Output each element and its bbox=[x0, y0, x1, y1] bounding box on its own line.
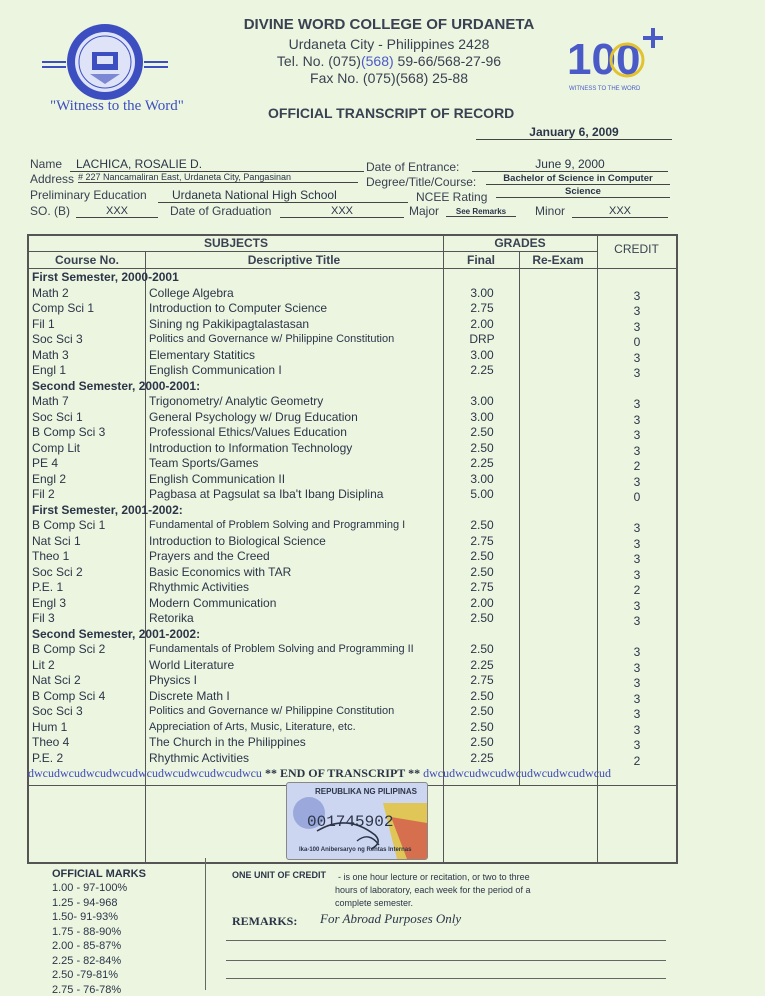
course-credit: 0 bbox=[633, 335, 641, 349]
table-row bbox=[29, 534, 676, 550]
table-row bbox=[29, 394, 676, 410]
course-code: Lit 2 bbox=[32, 657, 55, 672]
course-code: Theo 1 bbox=[32, 549, 70, 563]
course-code: Soc Sci 3 bbox=[32, 332, 83, 346]
course-title: Physics I bbox=[149, 673, 198, 687]
credit-header: CREDIT bbox=[614, 242, 659, 256]
course-credit: 3 bbox=[633, 443, 641, 458]
student-name: LACHICA, ROSALIE D. bbox=[70, 157, 364, 172]
unit-credit-line1: - is one hour lecture or recitation, or two to three bbox=[338, 872, 530, 882]
course-code: Hum 1 bbox=[32, 719, 68, 734]
name-label: Name bbox=[30, 157, 63, 171]
final-grade: 2.25 bbox=[470, 657, 494, 672]
entrance-label: Date of Entrance: bbox=[366, 160, 460, 174]
final-grade: 2.25 bbox=[470, 456, 494, 470]
table-row bbox=[29, 348, 676, 364]
ncee-label: NCEE Rating bbox=[416, 190, 488, 204]
final-grade: 2.50 bbox=[470, 518, 494, 532]
final-header: Final bbox=[466, 253, 495, 267]
course-title: Professional Ethics/Values Education bbox=[149, 425, 347, 439]
major: See Remarks bbox=[446, 207, 516, 217]
course-code: Soc Sci 1 bbox=[32, 409, 83, 424]
semester-heading: First Semester, 2000-2001 bbox=[32, 270, 179, 284]
course-title: Politics and Governance w/ Philippine Constitution bbox=[149, 333, 395, 345]
course-credit: 3 bbox=[633, 614, 641, 628]
course-title: Introduction to Computer Science bbox=[149, 301, 328, 315]
table-row bbox=[29, 720, 676, 736]
course-credit: 3 bbox=[633, 304, 641, 318]
final-grade: 2.50 bbox=[470, 704, 494, 718]
descriptive-title-header: Descriptive Title bbox=[247, 253, 341, 267]
course-code: Soc Sci 3 bbox=[32, 704, 83, 718]
document-title: OFFICIAL TRANSCRIPT OF RECORD bbox=[268, 105, 515, 121]
course-title: Pagbasa at Pagsulat sa Iba't Ibang Disiplina bbox=[149, 487, 384, 501]
table-row bbox=[29, 689, 676, 705]
official-mark-item: 1.00 - 97-100% bbox=[52, 882, 128, 894]
table-row bbox=[29, 735, 676, 751]
course-code: Engl 3 bbox=[32, 595, 67, 610]
table-row bbox=[29, 441, 676, 457]
course-credit: 3 bbox=[633, 288, 641, 303]
course-code: B Comp Sci 1 bbox=[32, 518, 106, 532]
course-credit: 3 bbox=[633, 350, 641, 365]
unit-credit-line2: hours of laboratory, each week for the period of a bbox=[335, 885, 531, 895]
remarks-line bbox=[226, 940, 666, 941]
entrance-date: June 9, 2000 bbox=[472, 157, 668, 172]
course-title: Team Sports/Games bbox=[149, 456, 259, 470]
course-credit: 3 bbox=[633, 567, 641, 582]
course-title: Fundamentals of Problem Solving and Programming II bbox=[149, 643, 414, 655]
final-grade: 5.00 bbox=[470, 487, 494, 501]
official-mark-item: 2.75 - 76-78% bbox=[52, 983, 122, 996]
final-grade: 2.25 bbox=[470, 363, 494, 377]
final-grade: 3.00 bbox=[470, 347, 494, 362]
college-address: Urdaneta City - Philippines 2428 bbox=[288, 36, 490, 52]
official-mark-item: 2.00 - 85-87% bbox=[52, 940, 122, 952]
student-address: # 227 Nancamaliran East, Urdaneta City, Pangasinan bbox=[78, 172, 358, 183]
final-grade: 2.50 bbox=[470, 549, 494, 563]
table-row bbox=[29, 410, 676, 426]
table-row bbox=[29, 751, 676, 767]
course-code: P.E. 2 bbox=[32, 750, 64, 765]
course-code: Fil 3 bbox=[32, 611, 55, 625]
table-row bbox=[29, 704, 676, 720]
course-credit: 3 bbox=[633, 366, 641, 380]
final-grade: 3.00 bbox=[470, 394, 494, 408]
address-label: Address bbox=[30, 172, 75, 186]
course-credit: 3 bbox=[633, 707, 641, 721]
course-code: Math 3 bbox=[32, 347, 69, 362]
course-title: Rhythmic Activities bbox=[149, 580, 250, 594]
course-credit: 2 bbox=[633, 583, 641, 597]
final-grade: DRP bbox=[469, 332, 495, 346]
remarks-label: REMARKS: bbox=[232, 914, 298, 928]
course-title: Introduction to Information Technology bbox=[149, 440, 353, 455]
footer-divider bbox=[205, 858, 206, 990]
so-number: XXX bbox=[76, 205, 158, 218]
official-mark-item: 1.25 - 94-968 bbox=[52, 896, 118, 909]
remarks-line bbox=[226, 960, 666, 961]
table-row bbox=[29, 472, 676, 488]
remarks-line bbox=[226, 978, 666, 979]
official-mark-item: 1.75 - 88-90% bbox=[52, 925, 122, 938]
course-credit: 3 bbox=[633, 660, 641, 675]
course-code: Fil 2 bbox=[32, 487, 55, 501]
table-row bbox=[29, 611, 676, 627]
major-label: Major bbox=[409, 204, 440, 218]
table-row bbox=[29, 332, 676, 348]
course-code: Comp Lit bbox=[32, 440, 81, 455]
course-no-header: Course No. bbox=[54, 253, 119, 267]
semester-heading: First Semester, 2001-2002: bbox=[32, 502, 183, 517]
anniv-caption: WITNESS TO THE WORD bbox=[569, 86, 641, 92]
table-row bbox=[29, 363, 676, 379]
final-grade: 2.50 bbox=[470, 719, 494, 734]
so-label: SO. (B) bbox=[30, 204, 71, 218]
course-credit: 3 bbox=[633, 397, 641, 411]
motto: "Witness to the Word" bbox=[50, 98, 184, 114]
issue-date: January 6, 2009 bbox=[476, 125, 672, 140]
table-row bbox=[29, 301, 676, 317]
final-grade: 2.75 bbox=[470, 533, 494, 548]
graduation-label: Date of Graduation bbox=[170, 204, 272, 218]
course-title: Politics and Governance w/ Philippine Constitution bbox=[149, 705, 395, 717]
table-row bbox=[29, 580, 676, 596]
course-credit: 2 bbox=[633, 459, 641, 473]
course-credit: 3 bbox=[633, 598, 641, 613]
table-row bbox=[29, 317, 676, 333]
tel-prefix: Tel. No. (075) bbox=[276, 53, 361, 69]
unit-credit-line3: complete semester. bbox=[335, 898, 414, 908]
table-row bbox=[29, 286, 676, 302]
course-title: Sining ng Pakikipagtalastasan bbox=[149, 316, 310, 331]
course-title: English Communication II bbox=[149, 471, 286, 486]
final-grade: 3.00 bbox=[470, 409, 494, 424]
course-title: General Psychology w/ Drug Education bbox=[149, 409, 358, 424]
anniv-number: 100 bbox=[567, 35, 641, 84]
eot-filler-left: dwcudwcudwcudwcudwcudwcudwcudwcudwcu bbox=[28, 766, 262, 780]
degree-label: Degree/Title/Course: bbox=[366, 175, 477, 189]
eot-text: ** END OF TRANSCRIPT ** bbox=[264, 766, 421, 780]
course-credit: 3 bbox=[633, 676, 641, 690]
tel-code: (568) bbox=[360, 53, 394, 69]
tel-suffix: 59-66/568-27-96 bbox=[393, 53, 502, 69]
unit-credit-label: ONE UNIT OF CREDIT bbox=[232, 870, 326, 880]
college-seal-logo bbox=[40, 22, 170, 102]
course-credit: 3 bbox=[633, 722, 641, 737]
official-mark-item: 2.25 - 82-84% bbox=[52, 954, 122, 967]
course-title: Basic Economics with TAR bbox=[149, 564, 292, 579]
course-credit: 3 bbox=[633, 645, 641, 659]
table-row bbox=[29, 425, 676, 441]
ncee-rating: Science bbox=[496, 186, 670, 198]
table-row bbox=[29, 642, 676, 658]
table-row bbox=[29, 456, 676, 472]
final-grade: 2.50 bbox=[470, 642, 494, 656]
reexam-header: Re-Exam bbox=[532, 253, 584, 267]
semester-heading: Second Semester, 2001-2002: bbox=[32, 626, 201, 641]
table-row bbox=[29, 658, 676, 674]
preliminary-education: Urdaneta National High School bbox=[158, 188, 408, 203]
final-grade: 2.25 bbox=[470, 750, 494, 765]
remarks-value: For Abroad Purposes Only bbox=[320, 911, 462, 926]
official-mark-item: 1.50- 91-93% bbox=[52, 911, 119, 923]
table-row bbox=[29, 518, 676, 534]
course-title: Introduction to Biological Science bbox=[149, 533, 326, 548]
final-grade: 2.50 bbox=[470, 611, 494, 625]
course-code: Engl 2 bbox=[32, 471, 67, 486]
grades-header: GRADES bbox=[494, 236, 546, 250]
course-code: Math 7 bbox=[32, 394, 69, 408]
stamp-republic: REPUBLIKA NG PILIPINAS bbox=[315, 787, 417, 796]
course-credit: 3 bbox=[633, 521, 641, 535]
course-title: Prayers and the Creed bbox=[149, 549, 270, 563]
eot-filler-right: dwcudwcudwcudwcudwcudwcudwcud bbox=[423, 766, 612, 780]
course-code: Soc Sci 2 bbox=[32, 564, 83, 579]
prelim-label: Preliminary Education bbox=[30, 188, 147, 202]
semester-heading: Second Semester, 2000-2001: bbox=[32, 378, 201, 393]
final-grade: 3.00 bbox=[470, 471, 494, 486]
course-credit: 3 bbox=[633, 536, 641, 551]
course-credit: 3 bbox=[633, 319, 641, 334]
course-code: Comp Sci 1 bbox=[32, 301, 95, 315]
course-code: B Comp Sci 2 bbox=[32, 642, 106, 656]
course-title: The Church in the Philippines bbox=[149, 735, 306, 749]
course-credit: 3 bbox=[633, 428, 641, 442]
final-grade: 2.75 bbox=[470, 673, 494, 687]
college-name: DIVINE WORD COLLEGE OF URDANETA bbox=[243, 16, 535, 33]
course-code: PE 4 bbox=[32, 456, 59, 470]
table-row bbox=[29, 673, 676, 689]
table-row bbox=[29, 487, 676, 503]
final-grade: 2.75 bbox=[470, 580, 494, 594]
minor-label: Minor bbox=[535, 204, 566, 218]
course-title: World Literature bbox=[149, 657, 235, 672]
subjects-header: SUBJECTS bbox=[203, 236, 268, 250]
course-code: Math 2 bbox=[32, 285, 69, 300]
course-title: English Communication I bbox=[149, 363, 282, 377]
course-title: Rhythmic Activities bbox=[149, 750, 250, 765]
course-title: Discrete Math I bbox=[149, 688, 230, 703]
course-title: Retorika bbox=[149, 611, 194, 625]
course-code: Nat Sci 1 bbox=[32, 533, 81, 548]
course-title: Modern Communication bbox=[149, 595, 277, 610]
documentary-stamp bbox=[286, 782, 428, 860]
final-grade: 2.75 bbox=[470, 301, 494, 315]
table-row bbox=[29, 549, 676, 565]
course-title: Elementary Statitics bbox=[149, 347, 256, 362]
course-title: Appreciation of Arts, Music, Literature, etc. bbox=[149, 720, 356, 733]
degree: Bachelor of Science in Computer bbox=[486, 173, 670, 185]
course-credit: 3 bbox=[633, 552, 641, 566]
course-code: Nat Sci 2 bbox=[32, 673, 81, 687]
final-grade: 2.50 bbox=[470, 564, 494, 579]
official-mark-item: 2.50 -79-81% bbox=[52, 969, 119, 981]
course-credit: 0 bbox=[633, 490, 641, 504]
final-grade: 2.00 bbox=[470, 316, 494, 331]
graduation-date: XXX bbox=[280, 205, 404, 218]
course-title: College Algebra bbox=[149, 285, 234, 300]
final-grade: 2.50 bbox=[470, 688, 494, 703]
final-grade: 2.00 bbox=[470, 595, 494, 610]
final-grade: 2.50 bbox=[470, 735, 494, 749]
course-credit: 3 bbox=[633, 412, 641, 427]
final-grade: 2.50 bbox=[470, 425, 494, 439]
course-code: B Comp Sci 4 bbox=[32, 688, 106, 703]
course-title: Trigonometry/ Analytic Geometry bbox=[149, 394, 324, 408]
final-grade: 3.00 bbox=[470, 285, 494, 300]
table-row bbox=[29, 596, 676, 612]
centennial-logo bbox=[565, 26, 670, 96]
table-row bbox=[29, 565, 676, 581]
stamp-number: 001745902 bbox=[307, 813, 394, 831]
college-phone bbox=[200, 53, 578, 69]
course-credit: 3 bbox=[633, 691, 641, 706]
course-credit: 3 bbox=[633, 474, 641, 489]
final-grade: 2.50 bbox=[470, 440, 494, 455]
stamp-caption: Ika-100 Anibersaryo ng Rentas Internas bbox=[299, 847, 412, 853]
course-credit: 3 bbox=[633, 738, 641, 752]
course-code: Engl 1 bbox=[32, 363, 67, 377]
college-fax: Fax No. (075)(568) 25-88 bbox=[310, 70, 468, 86]
minor: XXX bbox=[572, 205, 668, 218]
course-code: Fil 1 bbox=[32, 316, 55, 331]
course-code: P.E. 1 bbox=[32, 580, 64, 594]
course-code: Theo 4 bbox=[32, 735, 70, 749]
course-title: Fundamental of Problem Solving and Programming I bbox=[149, 519, 406, 531]
end-of-transcript bbox=[28, 766, 673, 781]
official-marks-title: OFFICIAL MARKS bbox=[52, 868, 146, 880]
course-credit: 2 bbox=[633, 753, 641, 768]
course-code: B Comp Sci 3 bbox=[32, 425, 106, 439]
